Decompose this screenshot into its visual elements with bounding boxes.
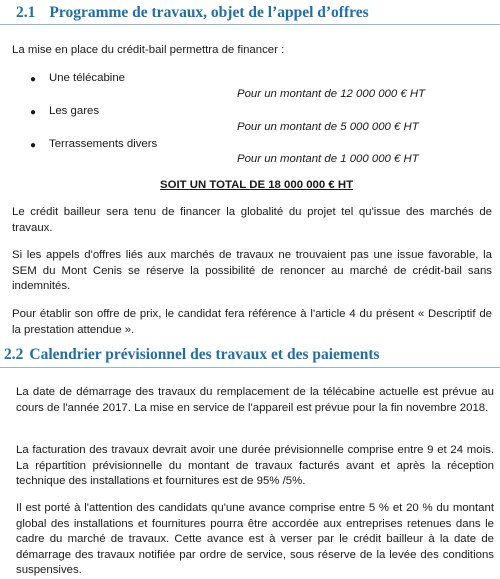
section-2-1-rule [0,24,500,25]
item-amount-terrassements: Pour un montant de 1 000 000 € HT [237,153,419,165]
item-label-telecabine: Une télécabine [49,72,125,84]
paragraph-start-date: La date de démarrage des travaux du remplacement de la télécabine actuelle est prévue au cours de l'année 2017. La mise en service de l'appareil est prévue pour la fin novembre 2018. [16,386,494,414]
item-label-terrassements: Terrassements divers [49,138,158,150]
section-2-1-title: Programme de travaux, objet de l’appel d’offres [49,4,369,21]
paragraph-invoicing: La facturation des travaux devrait avoir une durée prévisionnelle comprise entre 9 et 24 mois. La répartition prévisionnelle du montant de travaux facturés avant et après la réception technique des installations et fournitures est de 95% /5%. [16,444,494,487]
financing-intro: La mise en place du crédit-bail permettra de financer : [12,44,285,56]
item-label-gares: Les gares [49,105,100,117]
section-2-2-rule [0,367,500,368]
paragraph-renunciation: Si les appels d'offres liés aux marchés de travaux ne trouvaient pas une issue favorable, la SEM du Mont Cenis se réserve la possibilité de renoncer au marché de crédit-bail sans indemnités. [12,249,492,292]
paragraph-advance: Il est porté à l'attention des candidats qu'une avance comprise entre 5 % et 20 % du montant global des installations et fournitures pourra être accordée aux entreprises retenues dans le cadre du marché de travaux. Cette avance est à verser par le crédit bailleur à la date de démarrage des travaux notifiée par ordre de service, sous réserve de la levée des conditions suspensives. [16,502,494,576]
paragraph-price-offer: Pour établir son offre de prix, le candidat fera référence à l'article 4 du présent « Descriptif de la prestation attendue ». [12,308,492,336]
section-2-1-number: 2.1 [16,4,36,21]
section-2-2-number: 2.2 [4,346,24,363]
bullet-icon: ● [30,140,37,151]
section-2-2-heading [4,346,380,364]
total-amount: SOIT UN TOTAL DE 18 000 000 € HT [160,179,354,191]
item-amount-gares: Pour un montant de 5 000 000 € HT [237,121,419,133]
section-2-2-title: Calendrier prévisionnel des travaux et des paiements [29,346,380,363]
bullet-icon: ● [30,107,37,118]
bullet-icon: ● [30,74,37,85]
paragraph-financing-scope: Le crédit bailleur sera tenu de financer la globalité du projet tel qu'issue des marchés de travaux. [12,206,492,234]
item-amount-telecabine: Pour un montant de 12 000 000 € HT [237,88,426,100]
section-2-1-heading [16,4,369,22]
